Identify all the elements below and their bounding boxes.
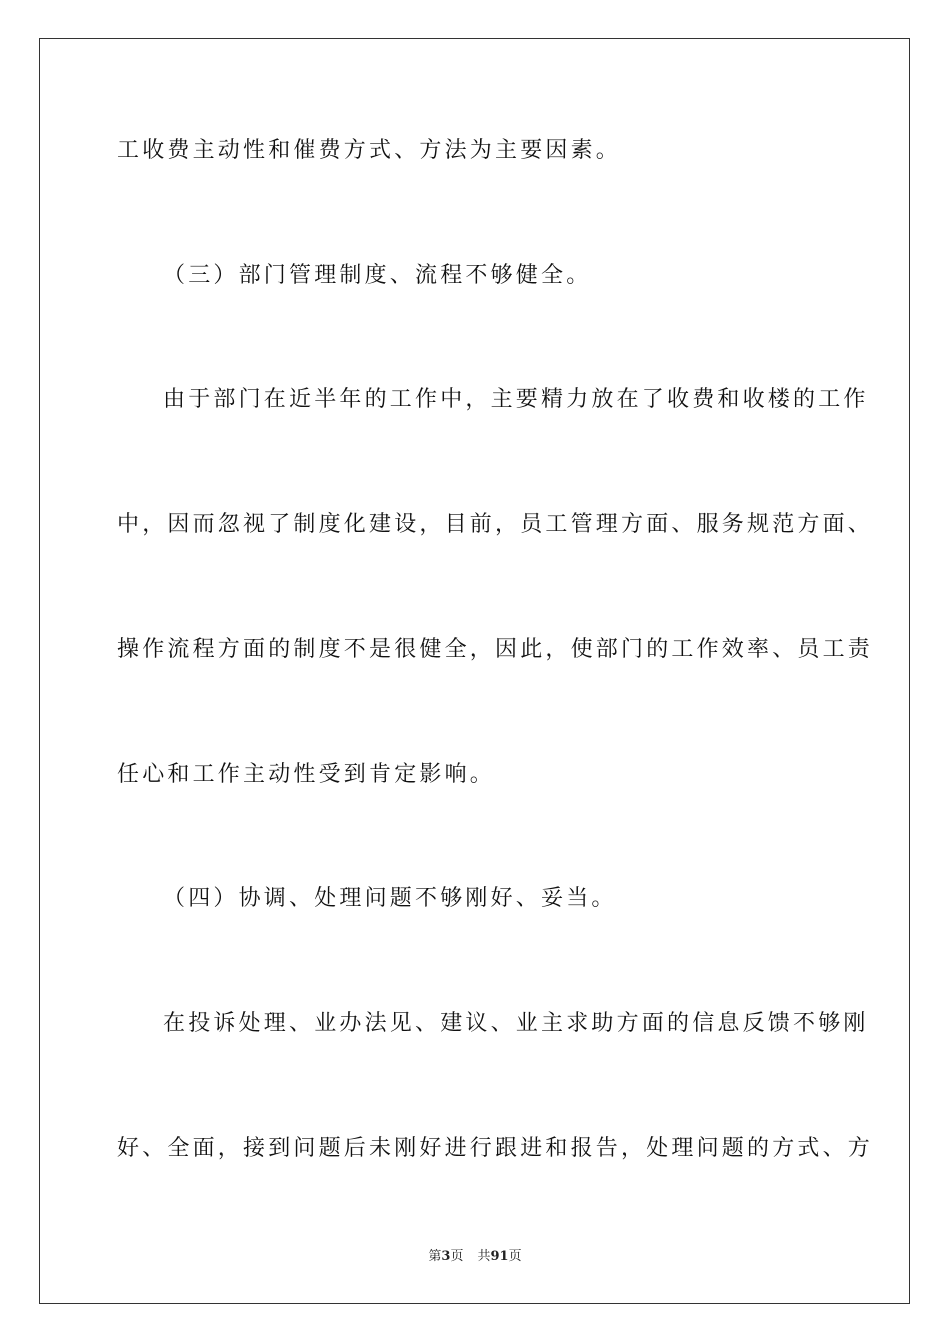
page-suffix: 页 bbox=[450, 1249, 464, 1264]
section-heading-3: （三）部门管理制度、流程不够健全。 bbox=[163, 263, 592, 288]
total-prefix: 共 bbox=[477, 1249, 491, 1264]
total-pages: 91 bbox=[490, 1249, 509, 1264]
section-heading-4: （四）协调、处理问题不够刚好、妥当。 bbox=[163, 886, 617, 911]
page-prefix: 第 bbox=[428, 1249, 442, 1264]
paragraph-first-line: 由于部门在近半年的工作中，主要精力放在了收费和收楼的工作 bbox=[163, 387, 869, 412]
body-text-line: 任心和工作主动性受到肯定影响。 bbox=[117, 762, 496, 787]
page-border bbox=[39, 38, 910, 1304]
body-text-line: 工收费主动性和催费方式、方法为主要因素。 bbox=[117, 138, 622, 163]
page-number: 3 bbox=[441, 1249, 451, 1264]
total-suffix: 页 bbox=[508, 1249, 522, 1264]
body-text-line: 操作流程方面的制度不是很健全，因此，使部门的工作效率、员工责 bbox=[117, 637, 874, 662]
body-text-line: 好、全面，接到问题后未刚好进行跟进和报告，处理问题的方式、方 bbox=[117, 1136, 874, 1161]
paragraph-first-line: 在投诉处理、业办法见、建议、业主求助方面的信息反馈不够刚 bbox=[163, 1011, 869, 1036]
body-text-line: 中，因而忽视了制度化建设，目前，员工管理方面、服务规范方面、 bbox=[117, 512, 874, 537]
page-footer bbox=[0, 1248, 950, 1266]
